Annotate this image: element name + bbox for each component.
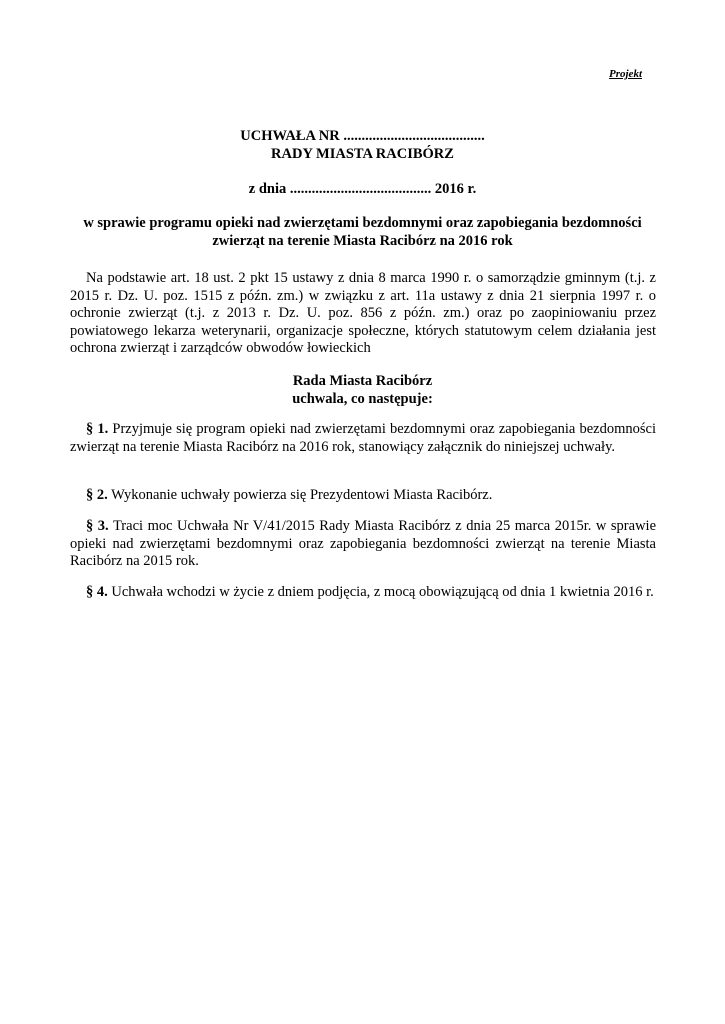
section-2-paragraph bbox=[70, 487, 656, 505]
section-3-paragraph bbox=[70, 518, 656, 571]
council-heading-line1: Rada Miasta Racibórz bbox=[292, 373, 433, 389]
section-4-paragraph bbox=[70, 584, 656, 602]
section-2-number: § 2. bbox=[86, 487, 108, 503]
council-heading-line2: uchwala, co następuje: bbox=[292, 391, 433, 407]
section-4-number: § 4. bbox=[86, 584, 108, 600]
section-1-text: Przyjmuje się program opieki nad zwierzętami bezdomnymi oraz zapobiegania bezdomności zwierząt na terenie Miasta Racibórz na 2016 rok, stanowiący załącznik do niniejszej uchwały. bbox=[70, 421, 656, 455]
council-name: RADY MIASTA RACIBÓRZ bbox=[271, 146, 454, 162]
resolution-title bbox=[0, 127, 725, 163]
section-2-text: Wykonanie uchwały powierza się Prezydentowi Miasta Racibórz. bbox=[111, 487, 493, 503]
section-3-number: § 3. bbox=[86, 518, 109, 534]
section-4-text: Uchwała wchodzi w życie z dniem podjęcia, z mocą obowiązującą od dnia 1 kwietnia 2016 r. bbox=[111, 584, 654, 600]
legal-basis-paragraph: Na podstawie art. 18 ust. 2 pkt 15 ustawy z dnia 8 marca 1990 r. o samorządzie gminnym (t.j. z 2015 r. Dz. U. poz. 1515 z późn. zm.) w związku z art. 11a ustawy z dnia 21 sierpnia 1997 r. o ochronie zwierząt (t.j. z 2013 r. Dz. U. poz. 856 z późn. zm.) oraz po zaopiniowaniu przez powiatowego lekarza weterynarii, organizacje społeczne, których statutowym celem działania jest ochrona zwierząt i zarządców obwodów łowieckich bbox=[70, 270, 656, 356]
section-3-text: Traci moc Uchwała Nr V/41/2015 Rady Miasta Racibórz z dnia 25 marca 2015r. w sprawie opieki nad zwierzętami bezdomnymi oraz zapobiegania bezdomności zwierząt na terenie Miasta Racibórz na 2015 rok. bbox=[70, 518, 657, 569]
resolution-subject: w sprawie programu opieki nad zwierzętami bezdomnymi oraz zapobiegania bezdomności zwierząt na terenie Miasta Racibórz na 2016 rok bbox=[83, 215, 642, 249]
resolution-date: z dnia ....................................... 2016 r. bbox=[248, 181, 477, 197]
draft-label: Projekt bbox=[609, 68, 642, 80]
section-1-number: § 1. bbox=[86, 421, 109, 437]
section-1-paragraph bbox=[70, 421, 656, 456]
council-resolves-heading bbox=[0, 372, 725, 408]
resolution-number: UCHWAŁA NR ....................................... bbox=[240, 128, 485, 144]
